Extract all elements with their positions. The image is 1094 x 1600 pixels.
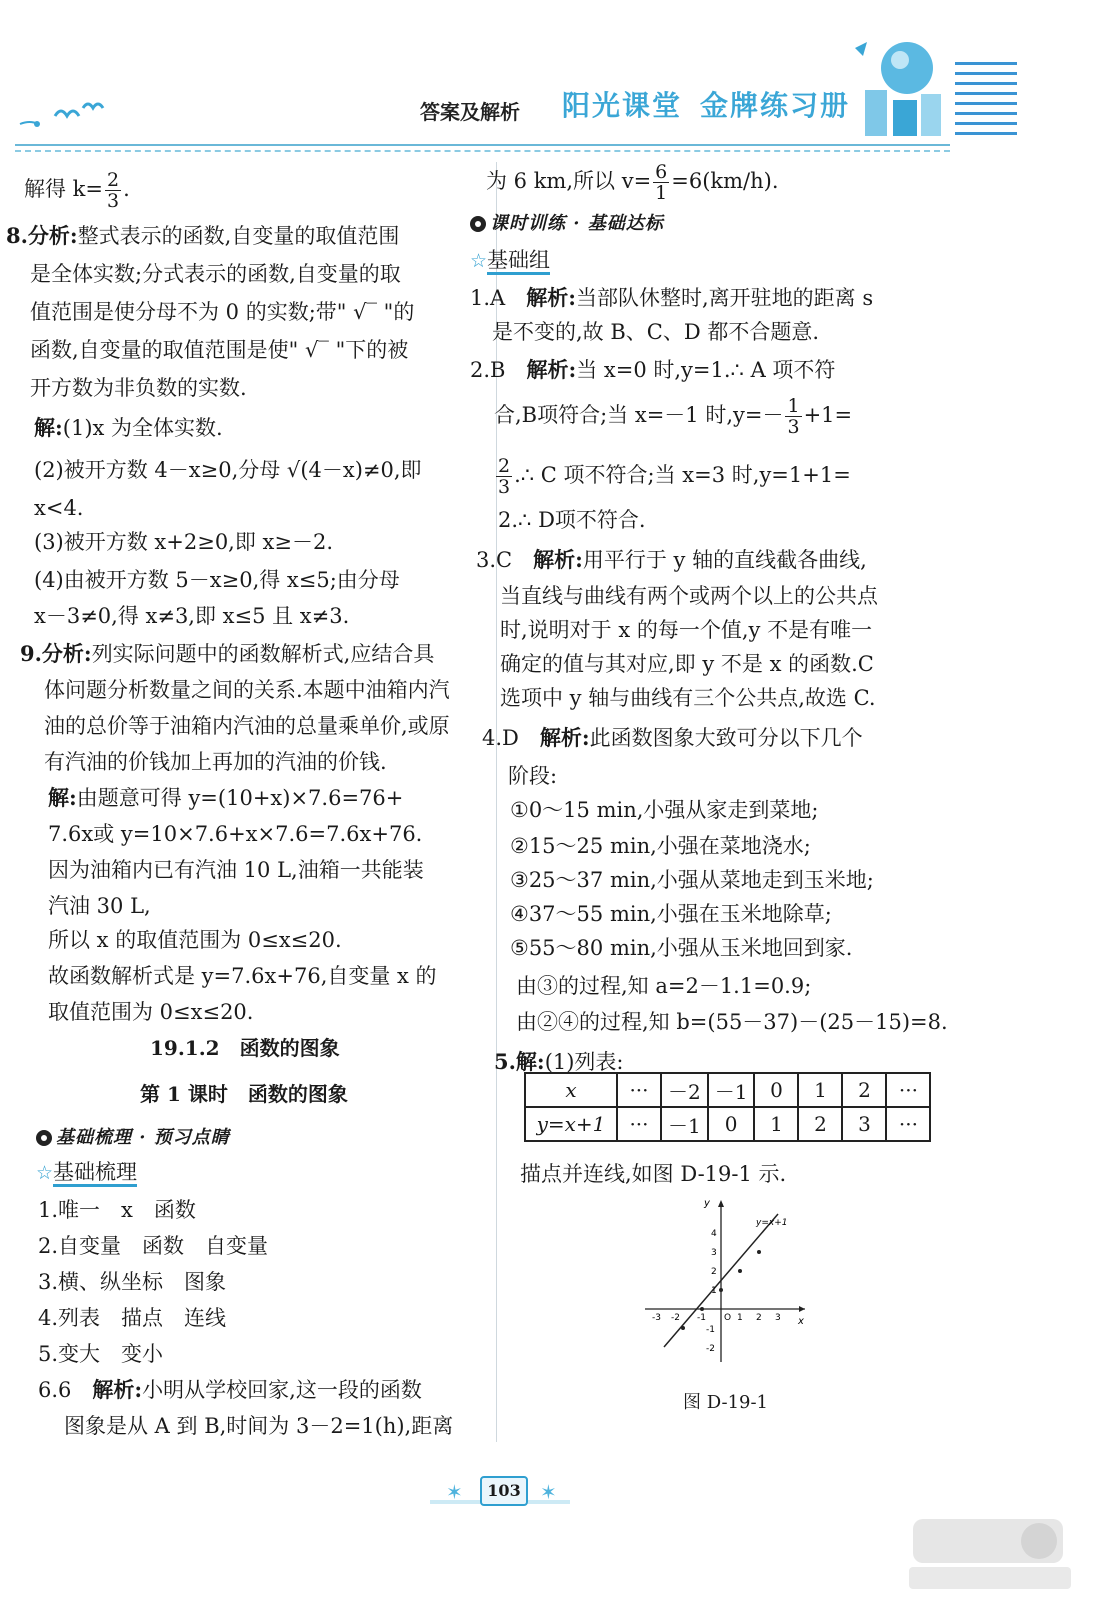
text: 合,B项符合;当 x=－1 时,y=－ (494, 403, 784, 427)
q9-solution-4: 汽油 30 L, (48, 894, 151, 918)
q8-line-2: 是全体实数;分式表示的函数,自变量的取 (30, 262, 401, 286)
table-cell: 1 (798, 1073, 842, 1107)
answer-1: 1.唯一 x 函数 (38, 1198, 196, 1222)
table-cell: －2 (661, 1073, 708, 1107)
q8-line-5: 开方数为非负数的实数. (30, 376, 247, 400)
text: (1)x 为全体实数. (62, 416, 223, 440)
q9-line-4: 有汽油的价钱加上再加的汽油的价钱. (44, 750, 387, 774)
analysis-label: 解析: (539, 725, 590, 750)
b2-line-2 (494, 396, 852, 437)
fraction-numerator: 1 (787, 395, 800, 417)
y-tick-label: 2 (711, 1267, 717, 1277)
answer-2: 2.自变量 函数 自变量 (38, 1234, 269, 1258)
tag-class-training (470, 206, 664, 242)
birds-decoration-icon (15, 94, 125, 134)
answer-6-continued (486, 162, 779, 203)
q8-line-1 (6, 218, 399, 254)
b3-line-2: 当直线与曲线有两个或两个以上的公共点 (500, 584, 878, 608)
text: 为 6 km,所以 v= (486, 169, 652, 193)
table-cell: 3 (842, 1107, 886, 1141)
fraction-numerator: 2 (107, 169, 120, 191)
fraction-numerator: 2 (498, 455, 511, 477)
b3-line-5: 选项中 y 轴与曲线有三个公共点,故选 C. (500, 686, 876, 710)
page-header (0, 0, 1094, 160)
b1-line-1 (470, 280, 873, 316)
text: . (123, 177, 130, 201)
table-cell: 0 (708, 1107, 755, 1141)
b2-line-1 (470, 352, 835, 388)
table-cell: y=x+1 (525, 1107, 617, 1141)
b4-step-4: ④37～55 min,小强在玉米地除草; (510, 902, 832, 926)
b2-line-3 (494, 456, 851, 497)
group-label: 基础梳理 (53, 1160, 137, 1187)
y-axis-label: y (704, 1198, 710, 1209)
table-cell: 0 (754, 1073, 798, 1107)
fraction-denominator: 3 (107, 190, 120, 212)
tag-label: 基础梳理 · 预习点睛 (56, 1127, 230, 1148)
q8-solution-4: (3)被开方数 x+2≥0,即 x≥－2. (34, 530, 334, 554)
figure-caption: 图 D-19-1 (683, 1392, 769, 1413)
star-icon: ☆ (470, 250, 488, 272)
lesson-title: 第 1 课时 函数的图象 (140, 1082, 348, 1106)
q9-label: 9.分析: (20, 641, 92, 666)
q8-label: 8.分析: (6, 223, 78, 248)
text: 2.B (470, 358, 527, 382)
answer-5: 5.变大 变小 (38, 1342, 164, 1366)
b4-step-5: ⑤55～80 min,小强从玉米地回到家. (510, 936, 853, 960)
fraction (785, 396, 801, 437)
answer-4: 4.列表 描点 连线 (38, 1306, 227, 1330)
b4-step-6: 由③的过程,知 a=2－1.1=0.9; (516, 974, 812, 998)
table-row (525, 1107, 930, 1141)
b3-line-4: 确定的值与其对应,即 y 不是 x 的函数.C (500, 652, 874, 676)
graph-point (757, 1250, 761, 1254)
header-dashed-rule (15, 150, 950, 152)
y-tick-label: -1 (706, 1325, 715, 1335)
fraction (496, 456, 512, 497)
table-cell: 1 (754, 1107, 798, 1141)
table-cell: ··· (617, 1073, 661, 1107)
table-cell: 2 (842, 1073, 886, 1107)
table-row (525, 1073, 930, 1107)
x-tick-label: -1 (697, 1313, 706, 1323)
text: 此函数图象大致可分以下几个 (589, 726, 863, 750)
analysis-label: 解析: (92, 1377, 143, 1402)
b4-step-7: 由②④的过程,知 b=(55－37)－(25－15)=8. (516, 1010, 948, 1034)
q8-solution-3: x<4. (34, 496, 84, 520)
solution-label: 5.解: (494, 1049, 545, 1074)
text: 3.C (476, 548, 534, 572)
solution-line (24, 170, 130, 211)
q9-solution-3: 因为油箱内已有汽油 10 L,油箱一共能装 (48, 858, 424, 882)
line-label: y=x+1 (756, 1218, 788, 1228)
q8-line-3: 值范围是使分母不为 0 的实数;带" √‾ "的 (30, 300, 415, 324)
text: .∴ C 项不符合;当 x=3 时,y=1+1= (514, 463, 851, 487)
group-basic-review (36, 1154, 137, 1191)
bullet-icon (470, 216, 486, 232)
value-table (524, 1072, 931, 1142)
fraction-numerator: 6 (655, 161, 668, 183)
text: 6.6 (38, 1378, 93, 1402)
table-cell: 2 (798, 1107, 842, 1141)
b4-step-3: ③25～37 min,小强从菜地走到玉米地; (510, 868, 874, 892)
header-brand-1: 阳光课堂 (562, 89, 683, 122)
b5-line-2: 描点并连线,如图 D-19-1 示. (520, 1162, 787, 1186)
header-section-title: 答案及解析 (420, 100, 520, 124)
text: 由题意可得 y=(10+x)×7.6=76+ (76, 786, 404, 810)
analysis-label: 解析: (533, 547, 583, 572)
b3-line-1 (476, 542, 867, 578)
text: =6(km/h). (671, 169, 779, 193)
graph-point (719, 1288, 723, 1292)
q9-solution-1 (48, 780, 403, 816)
header-rule (15, 144, 950, 146)
table-cell: x (525, 1073, 617, 1107)
fraction (653, 162, 669, 203)
q8-line-4: 函数,自变量的取值范围是使" √‾ "下的被 (30, 338, 409, 362)
graph-point (700, 1307, 704, 1311)
b4-step-1: ①0～15 min,小强从家走到菜地; (510, 798, 819, 822)
x-tick-label: 3 (775, 1313, 781, 1323)
table-cell: －1 (661, 1107, 708, 1141)
header-stripes (955, 62, 1017, 142)
solution-label: 解: (34, 415, 63, 440)
b4-line-2: 阶段: (508, 764, 558, 788)
text: 列实际问题中的函数解析式,应结合具 (91, 642, 435, 666)
table-cell: －1 (708, 1073, 755, 1107)
fraction-denominator: 1 (655, 182, 668, 204)
q9-solution-6: 故函数解析式是 y=7.6x+76,自变量 x 的 (48, 964, 437, 988)
x-tick-label: -3 (652, 1313, 661, 1323)
text: 用平行于 y 轴的直线截各曲线, (582, 548, 867, 572)
tag-basic-review (36, 1120, 230, 1156)
text: +1= (803, 403, 853, 427)
q9-solution-7: 取值范围为 0≤x≤20. (48, 1000, 254, 1024)
y-tick-label: 1 (711, 1286, 717, 1296)
y-tick-label: 4 (711, 1229, 717, 1239)
b4-step-2: ②15～25 min,小强在菜地浇水; (510, 834, 811, 858)
solution-label: 解: (48, 785, 77, 810)
text: 解得 k= (24, 177, 103, 201)
y-tick-label: -2 (706, 1344, 715, 1354)
q9-line-1 (20, 636, 434, 672)
bullet-icon (36, 1130, 52, 1146)
table-cell: ··· (886, 1073, 930, 1107)
x-tick-label: 1 (737, 1313, 743, 1323)
x-axis-label: x (798, 1316, 804, 1327)
text: 当 x=0 时,y=1.∴ A 项不符 (576, 358, 836, 382)
x-tick-label: -2 (671, 1313, 680, 1323)
text: 小明从学校回家,这一段的函数 (142, 1378, 422, 1402)
tag-label: 课时训练 · 基础达标 (490, 213, 664, 234)
graph-point (738, 1269, 742, 1273)
page-number: 103 (480, 1476, 528, 1506)
section-title: 19.1.2 函数的图象 (150, 1036, 340, 1060)
globe-decoration-icon (845, 28, 950, 140)
y-tick-label: 3 (711, 1248, 717, 1258)
q9-line-3: 油的总价等于油箱内汽油的总量乘单价,或原 (44, 714, 450, 738)
text: 当部队休整时,离开驻地的距离 s (575, 286, 874, 310)
fraction (105, 170, 121, 211)
text: 整式表示的函数,自变量的取值范围 (77, 224, 400, 248)
q8-solution-5: (4)由被开方数 5－x≥0,得 x≤5;由分母 (34, 568, 400, 592)
q8-solution-1 (34, 410, 223, 446)
text: 1.A (470, 286, 527, 310)
footer-star-icon: ✶ (540, 1480, 557, 1504)
star-icon: ☆ (36, 1162, 54, 1184)
watermark-logo-icon (905, 1515, 1075, 1593)
header-brand-2: 金牌练习册 (700, 89, 851, 122)
fraction-denominator: 3 (787, 416, 800, 438)
text: (1)列表: (544, 1050, 624, 1074)
table-cell: ··· (886, 1107, 930, 1141)
q8-solution-2: (2)被开方数 4－x≥0,分母 √(4－x)≠0,即 (34, 458, 422, 482)
origin-label: O (724, 1313, 732, 1323)
q9-solution-5: 所以 x 的取值范围为 0≤x≤20. (48, 928, 342, 952)
y-axis-arrow-icon (718, 1200, 724, 1207)
q8-solution-6: x－3≠0,得 x≠3,即 x≤5 且 x≠3. (34, 604, 350, 628)
analysis-label: 解析: (526, 357, 577, 382)
answer-3: 3.横、纵坐标 图象 (38, 1270, 227, 1294)
analysis-label: 解析: (526, 285, 576, 310)
answer-6-line-2: 图象是从 A 到 B,时间为 3－2=1(h),距离 (64, 1414, 454, 1438)
answer-6 (38, 1372, 422, 1408)
x-axis-arrow-icon (799, 1306, 805, 1312)
fraction-denominator: 3 (498, 476, 511, 498)
b3-line-3: 时,说明对于 x 的每一个值,y 不是有唯一 (500, 618, 873, 642)
graph-point (681, 1326, 685, 1330)
q9-line-2: 体问题分析数量之间的关系.本题中油箱内汽 (44, 678, 450, 702)
b4-line-1 (482, 720, 863, 756)
group-basic (470, 242, 550, 279)
b2-line-4: 2.∴ D项不符合. (498, 508, 646, 532)
footer-star-icon: ✶ (446, 1480, 463, 1504)
group-label: 基础组 (487, 248, 550, 275)
table-cell: ··· (617, 1107, 661, 1141)
b1-line-2: 是不变的,故 B、C、D 都不合题意. (492, 320, 820, 344)
function-graph (640, 1192, 815, 1367)
text: 4.D (482, 726, 540, 750)
q9-solution-2: 7.6x或 y=10×7.6+x×7.6=7.6x+76. (48, 822, 423, 846)
x-tick-label: 2 (756, 1313, 762, 1323)
